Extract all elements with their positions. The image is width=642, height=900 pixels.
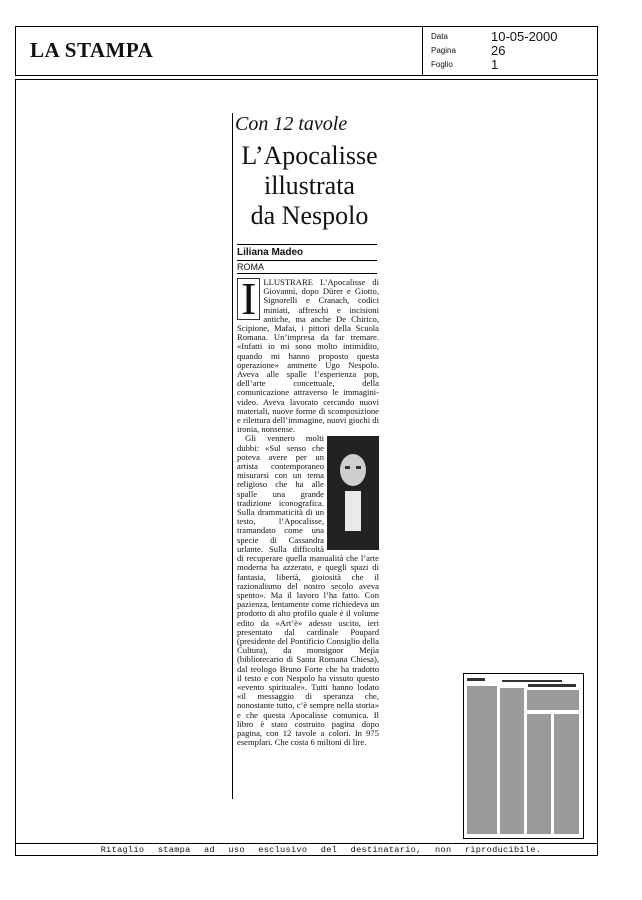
byline-rule-bottom xyxy=(237,260,377,261)
meta-row-pagina xyxy=(428,43,593,57)
thumb-mark xyxy=(528,684,576,687)
thumb-column xyxy=(467,686,497,834)
masthead: LA STAMPA xyxy=(30,38,154,62)
author-photo xyxy=(327,436,379,550)
article-body xyxy=(237,273,379,748)
header-divider xyxy=(422,27,423,75)
drop-cap: I xyxy=(237,278,260,320)
meta-block xyxy=(428,29,593,71)
meta-label: Pagina xyxy=(431,46,456,55)
photo-eye xyxy=(356,466,361,469)
article-dateline: ROMA xyxy=(237,262,264,272)
thumb-column xyxy=(527,690,579,710)
byline-rule-top xyxy=(237,244,377,245)
photo-face xyxy=(340,454,366,486)
thumb-column xyxy=(527,714,551,834)
footer-notice: Ritaglio stampa ad uso esclusivo del destinatario, non riproducibile. xyxy=(100,845,542,855)
article-paragraph: Gli vennero molti dubbi: «Sul senso che poteva avere per un artista contemporaneo misurarsi con un tema religioso che ha alle spalle una grande tradizione iconografica. Sulla drammaticità di un testo, l’Apocalisse, tramandato come una specie di Cassandra urlante. Sulla difficoltà di recuperare quella manualità che l’arte moderna ha azzerato, e quegli spazi di fantasia, libertà, gioiosità che il razionalismo del nostro secolo aveva spento». Ma il lavoro l’ha fatto. Con pazienza, lentamente come richiedeva un prodotto di alto profilo quale è il volume edito da «Art’è» adesso uscito, ieri presentato dal cardinale Poupard (presidente del Pontificio Consiglio della Cultura), da monsignor Mejìa (bibliotecario di Santa Romana Chiesa), dal teologo Bruno Forte che ha tradotto il testo e con Nespolo ha vissuto questo «evento spirituale». Tutti hanno lodato «il messaggio di speranza che, nonostante tutto, c’è sempre nella storia» e che questa Apocalisse comunica. Il libro è stato costruito pagina dopo pagina, con 12 tavole a colori. In 975 esemplari. Che costa 6 milioni di lire. xyxy=(237,433,379,748)
meta-label: Data xyxy=(431,32,448,41)
headline-line: illustrata xyxy=(264,171,355,200)
thumb-column xyxy=(554,714,579,834)
meta-value: 10-05-2000 xyxy=(491,29,558,44)
headline-line: L’Apocalisse xyxy=(241,141,378,170)
meta-value: 26 xyxy=(491,43,506,58)
meta-row-data xyxy=(428,29,593,43)
dateline-rule xyxy=(237,273,377,274)
meta-label: Foglio xyxy=(431,60,453,69)
meta-row-foglio xyxy=(428,57,593,71)
thumb-column xyxy=(500,688,524,834)
thumb-mark xyxy=(467,678,485,681)
thumb-mark xyxy=(502,680,562,682)
article-headline xyxy=(232,141,387,231)
article-byline: Liliana Madeo xyxy=(237,247,304,258)
article-kicker: Con 12 tavole xyxy=(235,113,348,135)
page-thumbnail xyxy=(463,673,584,839)
header-box xyxy=(15,26,598,76)
article-paragraph: LLUSTRARE L’Apocalisse di Giovanni, dopo Dürer e Giotto, Signorelli e Cranach, codici miniati, affreschi e incisioni antiche, ma anche De Chirico, Scipione, Mafai, i pittori della Scuola Romana. Un’impresa da far tremare. «Infatti io mi sono molto intimidito, quando mi hanno proposto questa operazione» ammette Ugo Nespolo. Aveva alle spalle l’esperienza pop, dell’arte concettuale, della comunicazione attraverso le immagini-video. Aveva lavorato cercando nuovi materiali, nuove forme di scomposizione e rilettura dell’immagine, nuovi giochi di ironia, nonsense. xyxy=(237,277,379,435)
meta-value: 1 xyxy=(491,57,499,72)
photo-collar xyxy=(345,491,361,531)
headline-line: da Nespolo xyxy=(250,201,369,230)
photo-eye xyxy=(345,466,350,469)
